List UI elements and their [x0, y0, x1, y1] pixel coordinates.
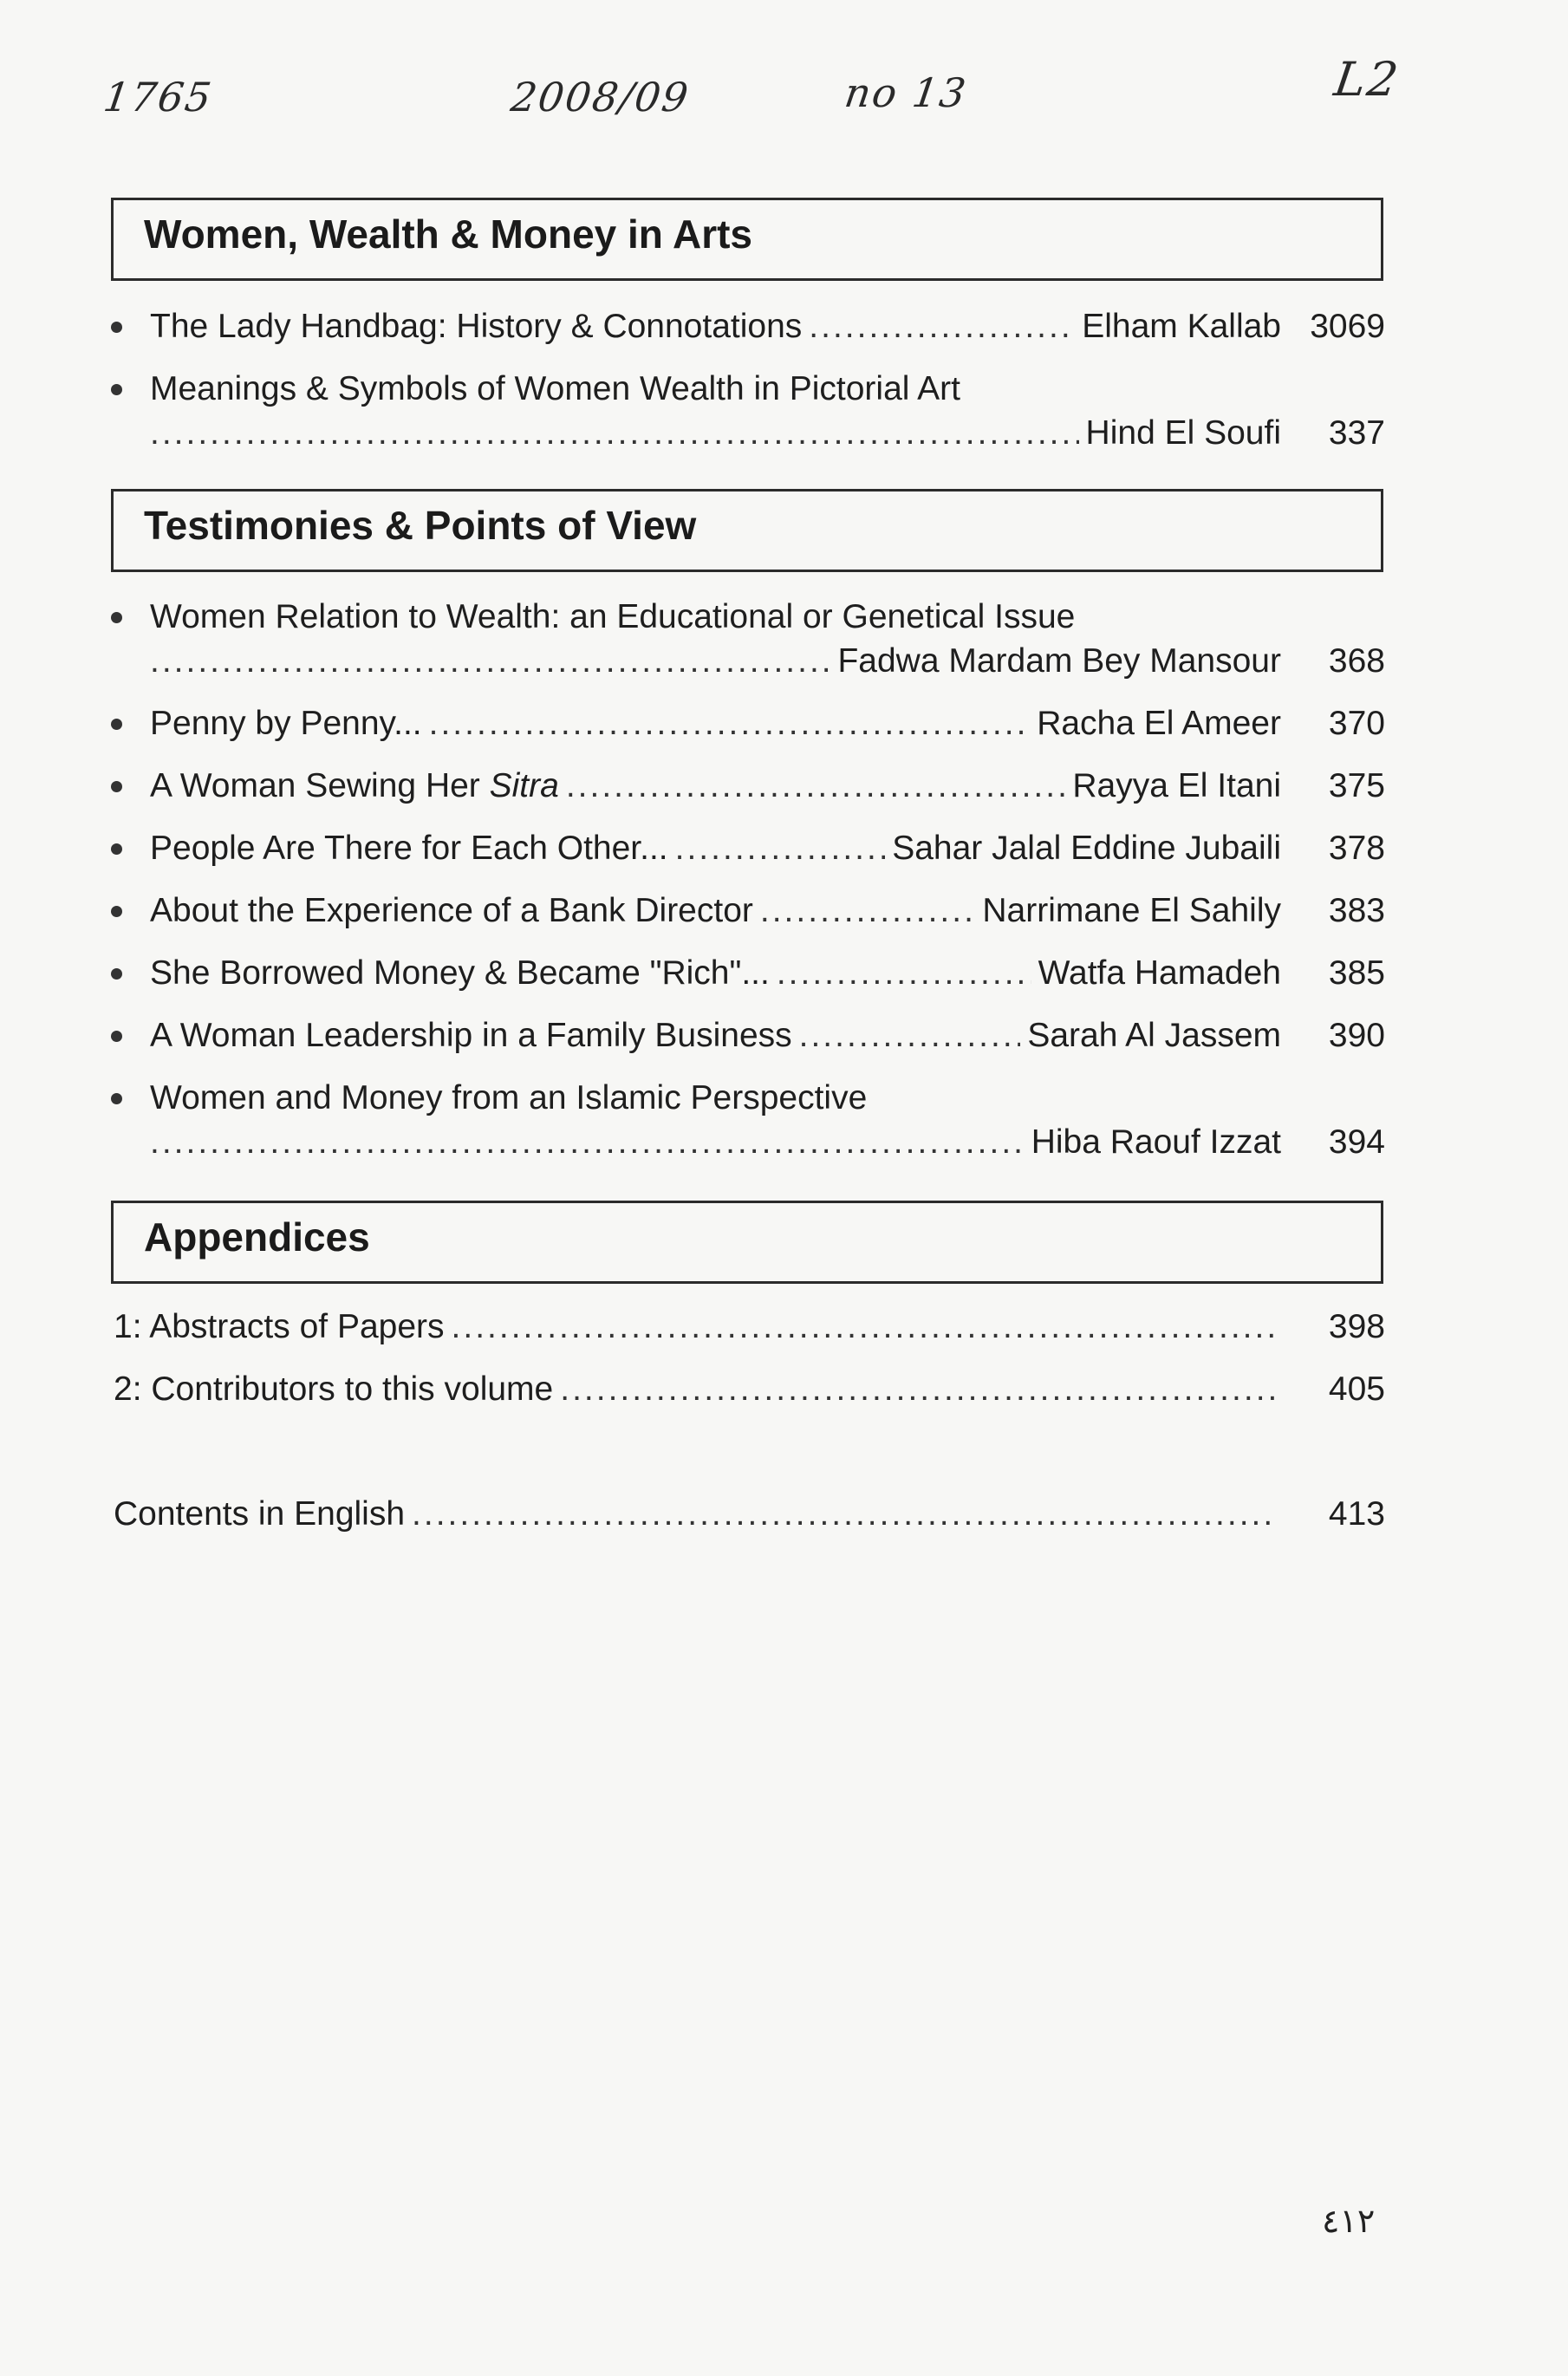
entry-author: Sahar Jalal Eddine Jubaili: [892, 830, 1281, 867]
entry-title: [150, 762, 559, 810]
entry-page: 383: [1328, 892, 1385, 929]
bullet-icon: [111, 781, 122, 792]
entry-title: 1: Abstracts of Papers: [114, 1308, 445, 1345]
entry-title: Contents in English: [114, 1495, 406, 1533]
toc-entry: [111, 365, 1385, 413]
entry-author: Sarah Al Jassem: [1027, 1017, 1281, 1054]
toc-entry: [111, 824, 1385, 873]
section-header-appendices: [111, 1201, 1383, 1284]
entry-author: Rayya El Itani: [1072, 767, 1281, 804]
entry-page: 375: [1328, 767, 1385, 804]
section-title: Appendices: [144, 1214, 370, 1260]
toc-entry: [111, 1012, 1385, 1060]
section-title: Testimonies & Points of View: [144, 503, 697, 548]
bullet-icon: [111, 322, 122, 333]
entry-page: 370: [1328, 705, 1385, 742]
dot-leader: [429, 700, 1031, 748]
dot-leader: [809, 303, 1075, 351]
entry-title: Women and Money from an Islamic Perspective: [150, 1079, 868, 1116]
toc-entry: [111, 887, 1385, 935]
entry-page: 3069: [1310, 308, 1385, 345]
toc-entry: [111, 762, 1385, 810]
entry-title: The Lady Handbag: History & Connotations: [150, 308, 803, 345]
section-header-arts: [111, 198, 1383, 281]
bullet-icon: [111, 612, 122, 623]
entry-page: 394: [1328, 1123, 1385, 1161]
toc-entry: [111, 593, 1385, 641]
entry-author: Narrimane El Sahily: [982, 892, 1281, 929]
entry-title: A Woman Leadership in a Family Business: [150, 1017, 792, 1054]
dot-leader: [760, 887, 975, 935]
dot-leader: [412, 1490, 1274, 1539]
entry-page: 390: [1328, 1017, 1385, 1054]
toc-entry: [111, 700, 1385, 748]
entry-title: Meanings & Symbols of Women Wealth in Pictorial Art: [150, 370, 960, 407]
entry-page: 337: [1328, 414, 1385, 452]
entry-title: 2: Contributors to this volume: [114, 1370, 554, 1408]
appendix-entry: [111, 1303, 1385, 1351]
entry-author: Elham Kallab: [1082, 308, 1281, 345]
entry-page: 385: [1328, 954, 1385, 992]
entry-author: Hiba Raouf Izzat: [1031, 1123, 1281, 1161]
bullet-icon: [111, 1031, 122, 1042]
entry-title: Women Relation to Wealth: an Educational or Genetical Issue: [150, 598, 1076, 635]
dot-leader: [799, 1012, 1021, 1060]
dot-leader: [675, 824, 886, 873]
section-title: Women, Wealth & Money in Arts: [144, 212, 752, 257]
dot-leader: [452, 1303, 1274, 1351]
toc-entry: [111, 949, 1385, 998]
entry-page: 368: [1328, 642, 1385, 680]
section-header-testimonies: [111, 489, 1383, 572]
entry-title: About the Experience of a Bank Director: [150, 892, 753, 929]
entry-title-italic: Sitra: [489, 767, 559, 804]
entry-title: People Are There for Each Other...: [150, 830, 668, 867]
entry-author: Racha El Ameer: [1037, 705, 1281, 742]
handwritten-date: 2008/09: [508, 74, 693, 120]
bullet-icon: [111, 968, 122, 980]
bullet-icon: [111, 1093, 122, 1104]
bullet-icon: [111, 843, 122, 855]
toc-entry-continued: [111, 637, 1385, 686]
bullet-icon: [111, 906, 122, 917]
entry-title: Penny by Penny...: [150, 705, 422, 742]
dot-leader: [150, 637, 830, 686]
entry-author: Fadwa Mardam Bey Mansour: [837, 642, 1281, 680]
entry-page: 405: [1328, 1370, 1385, 1408]
handwritten-code: 1765: [101, 74, 216, 120]
dot-leader: [560, 1365, 1274, 1414]
bullet-icon: [111, 384, 122, 395]
dot-leader: [150, 1118, 1025, 1167]
toc-entry: [111, 1074, 1385, 1123]
contents-english-entry: [111, 1490, 1385, 1539]
bullet-icon: [111, 719, 122, 730]
entry-author: Watfa Hamadeh: [1038, 954, 1281, 992]
entry-page: 378: [1328, 830, 1385, 867]
entry-author: Hind El Soufi: [1085, 414, 1281, 452]
toc-entry-continued: [111, 1118, 1385, 1167]
dot-leader: [566, 762, 1066, 810]
toc-entry: [111, 303, 1385, 351]
entry-page: 413: [1328, 1495, 1385, 1533]
appendix-entry: [111, 1365, 1385, 1414]
entry-title: She Borrowed Money & Became "Rich"...: [150, 954, 770, 992]
handwritten-mark: L2: [1331, 52, 1403, 107]
dot-leader: [777, 949, 1031, 998]
handwritten-issue: no 13: [842, 69, 971, 116]
toc-entry-continued: [111, 409, 1385, 458]
page-number: ٤١٢: [1322, 2202, 1376, 2240]
entry-page: 398: [1328, 1308, 1385, 1345]
entry-title-text: A Woman Sewing Her: [150, 767, 490, 804]
dot-leader: [150, 409, 1079, 458]
